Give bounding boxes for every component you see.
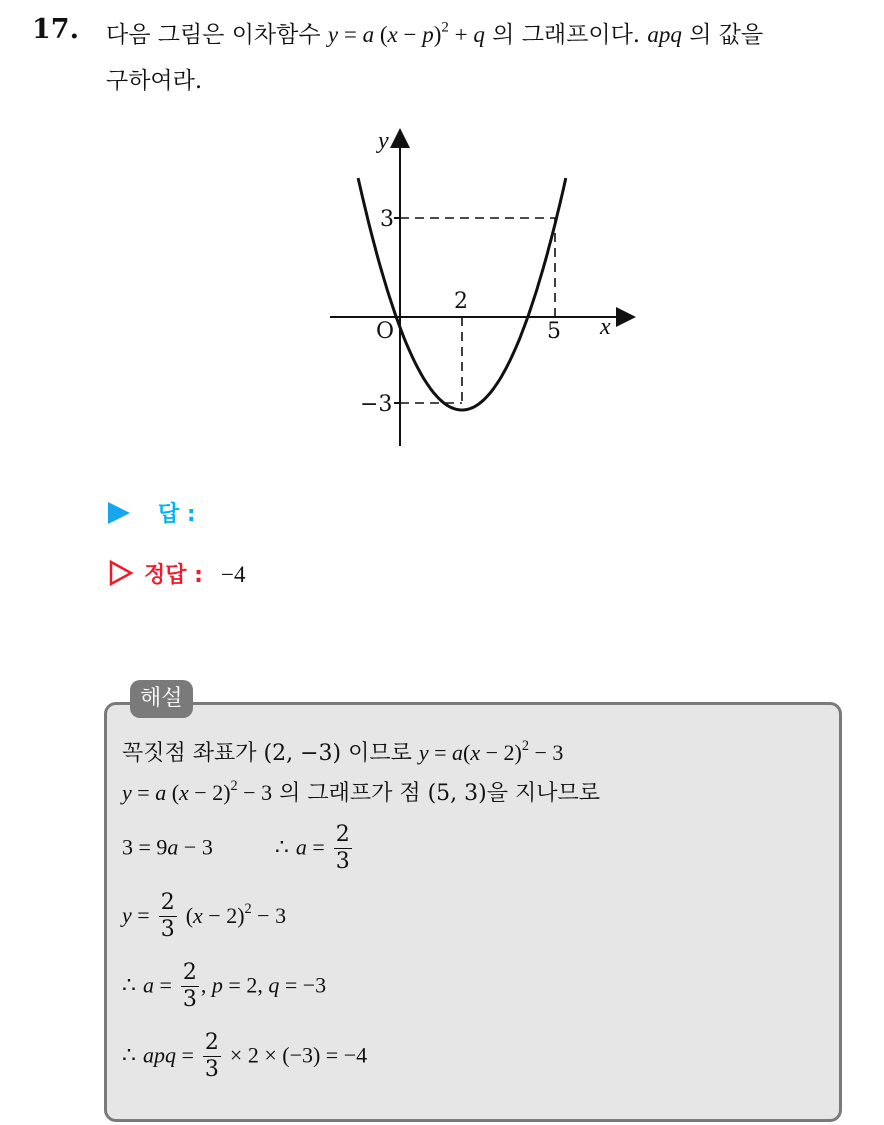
solution-line-4 bbox=[122, 890, 286, 943]
solution-line-5-a: a = bbox=[143, 972, 172, 998]
solution-line-4-eq: $(x - 2)^2 - 3$ bbox=[185, 900, 287, 928]
solution-line-2-eq: y = a $(x - 2)^2 - 3$ bbox=[122, 778, 273, 805]
tick-label-neg3: −3 bbox=[360, 392, 393, 417]
problem-line-1 bbox=[106, 16, 763, 49]
solution-line-1 bbox=[122, 736, 563, 767]
y-axis-label: y bbox=[378, 128, 389, 154]
problem-ask-var: apq bbox=[647, 22, 682, 47]
problem-line-2: 구하여라. bbox=[106, 68, 203, 94]
therefore-symbol: ∴ bbox=[274, 835, 289, 861]
solution-line-2 bbox=[122, 776, 600, 807]
therefore-symbol: ∴ bbox=[122, 973, 136, 999]
correct-answer-label: 정답 : bbox=[144, 563, 203, 588]
x-axis-label: x bbox=[600, 314, 611, 340]
solution-line-6 bbox=[122, 1030, 367, 1083]
answer-label: 답 : bbox=[158, 502, 196, 527]
solution-line-3 bbox=[122, 822, 354, 875]
solution-line-3-a: a = bbox=[295, 834, 325, 860]
tick-label-2: 2 bbox=[454, 289, 468, 314]
problem-text-end: 의 값을 bbox=[689, 22, 764, 48]
origin-label: O bbox=[376, 319, 395, 344]
tick-label-5: 5 bbox=[547, 319, 561, 344]
parabola-graph bbox=[320, 118, 640, 453]
problem-text-before: 다음 그림은 이차함수 bbox=[106, 22, 321, 48]
solution-line-1-text: 꼭짓점 좌표가 (2, −3) 이므로 bbox=[122, 741, 412, 766]
solution-badge: 해설 bbox=[130, 680, 193, 718]
answer-row bbox=[108, 497, 196, 528]
solution-line-1-eq: $y = a(x - 2)^2 - 3$ bbox=[418, 738, 564, 765]
play-triangle-icon bbox=[108, 502, 130, 524]
solution-line-6-apq: apq = bbox=[143, 1042, 194, 1068]
fraction-2-3: $\frac{2}{3}$ bbox=[204, 1030, 219, 1082]
problem-number: 17. bbox=[32, 14, 79, 45]
problem-text-after: 의 그래프이다. bbox=[492, 22, 641, 48]
fraction-2-3: $\frac{2}{3}$ bbox=[335, 822, 350, 874]
therefore-symbol: ∴ bbox=[122, 1043, 136, 1069]
solution-line-5-rest: , p = 2, q = −3 bbox=[200, 972, 327, 998]
fraction-2-3: $\frac{2}{3}$ bbox=[182, 960, 197, 1012]
solution-line-2-text: 의 그래프가 점 (5, 3)을 지나므로 bbox=[279, 781, 600, 806]
solution-line-5 bbox=[122, 960, 326, 1013]
solution-line-6-rest: × 2 × (−3) = −4 bbox=[229, 1042, 368, 1068]
outline-triangle-icon bbox=[108, 560, 134, 586]
correct-answer-value: −4 bbox=[220, 562, 246, 587]
solution-line-4-y: y = bbox=[122, 902, 150, 928]
correct-answer-row bbox=[108, 558, 245, 589]
tick-label-3: 3 bbox=[380, 207, 394, 232]
problem-equation: y = a $(x - p)^2 + q$ bbox=[327, 19, 485, 47]
fraction-2-3: $\frac{2}{3}$ bbox=[160, 890, 175, 942]
solution-line-3-eq: 3 = 9a − 3 bbox=[122, 834, 213, 860]
